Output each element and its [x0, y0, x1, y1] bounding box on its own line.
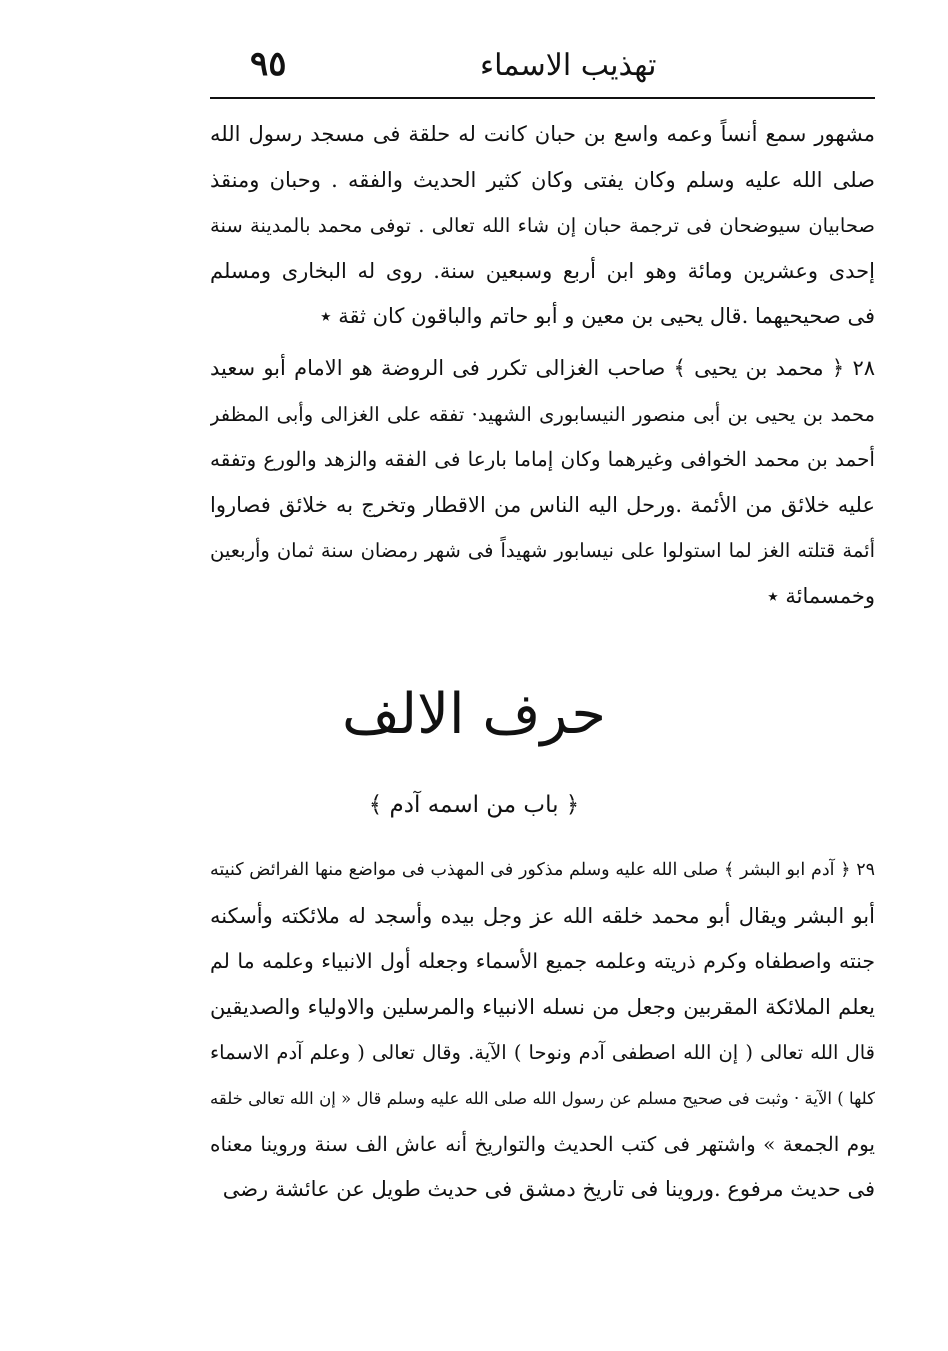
text-line: جنته واصطفاه وكرم ذريته وعلمه جميع الأسماء وجعله أول الانبياء وعلمه ما لم	[210, 949, 875, 974]
text-line: أئمة قتلته الغز لما استولوا على نيسابور شهيداً فى شهر رمضان سنة ثمان وأربعين	[210, 539, 875, 563]
running-title: تهذيب الاسماء	[480, 48, 657, 83]
page-number: ٩٥	[250, 44, 287, 84]
text-line: فى صحيحيهما .قال يحيى بن معين و أبو حاتم والباقون كان ثقة ٭	[320, 304, 875, 329]
text-line: أبو البشر ويقال أبو محمد خلقه الله عز وجل بيده وأسجد له ملائكته وأسكنه	[210, 903, 875, 928]
text-line: إحدى وعشرين ومائة وهو ابن أربع وسبعين سنة. روى له البخارى ومسلم	[210, 258, 875, 283]
text-line: يوم الجمعة » واشتهر فى كتب الحديث والتواريخ أنه عاش الف سنة وروينا معناه	[210, 1131, 875, 1156]
text-line: يعلم الملائكة المقربين وجعل من نسله الانبياء والمرسلين والاولياء والصديقين	[210, 994, 875, 1019]
text-line: محمد بن يحيى بن أبى منصور النيسابورى الشهيد· تفقه على الغزالى وأبى المظفر	[210, 402, 875, 426]
text-line: ٢٨ ﴿ محمد بن يحيى ﴾ صاحب الغزالى تكرر فى الروضة هو الامام أبو سعيد	[210, 356, 875, 380]
text-line: صحابيان سيوضحان فى ترجمة حبان إن شاء الله تعالى . توفى محمد بالمدينة سنة	[210, 214, 875, 238]
text-line: قال الله تعالى ( إن الله اصطفى آدم ونوحا ) الآية. وقال تعالى ( وعلم آدم الاسماء	[210, 1041, 875, 1065]
page-header	[210, 40, 875, 98]
paragraph-continuation	[210, 112, 875, 340]
text-line: عليه خلائق من الأئمة .ورحل اليه الناس من الاقطار وتخرج به خلائق فصاروا	[210, 492, 875, 517]
text-line: ٢٩ ﴿ آدم ابو البشر ﴾ صلى الله عليه وسلم مذكور فى المهذب فى مواضع منها الفرائض كنيته	[210, 860, 875, 880]
section-heading: ﴿ باب من اسمه آدم ﴾	[368, 792, 580, 818]
chapter-title: حرف الالف	[342, 682, 606, 747]
entry-28	[210, 346, 875, 620]
text-line: فى حديث مرفوع .وروينا فى تاريخ دمشق فى حديث طويل عن عائشة رضى	[222, 1177, 875, 1202]
text-line: وخمسمائة ٭	[767, 583, 875, 608]
text-line: أحمد بن محمد الخوافى وغيرهما وكان إماما بارعا فى الفقه والزهد والورع وتفقه	[210, 447, 875, 472]
header-rule	[210, 97, 875, 99]
text-line: كلها ) الآية · وثبت فى صحيح مسلم عن رسول الله صلى الله عليه وسلم قال « إن الله تعالى خلقه	[210, 1088, 875, 1108]
text-line: مشهور سمع أنساً وعمه واسع بن حبان كانت له حلقة فى مسجد رسول الله	[210, 122, 875, 146]
text-line: صلى الله عليه وسلم وكان يفتى وكان كثير الحديث والفقه . وحبان ومنقذ	[210, 167, 875, 192]
entry-29	[210, 848, 875, 1213]
